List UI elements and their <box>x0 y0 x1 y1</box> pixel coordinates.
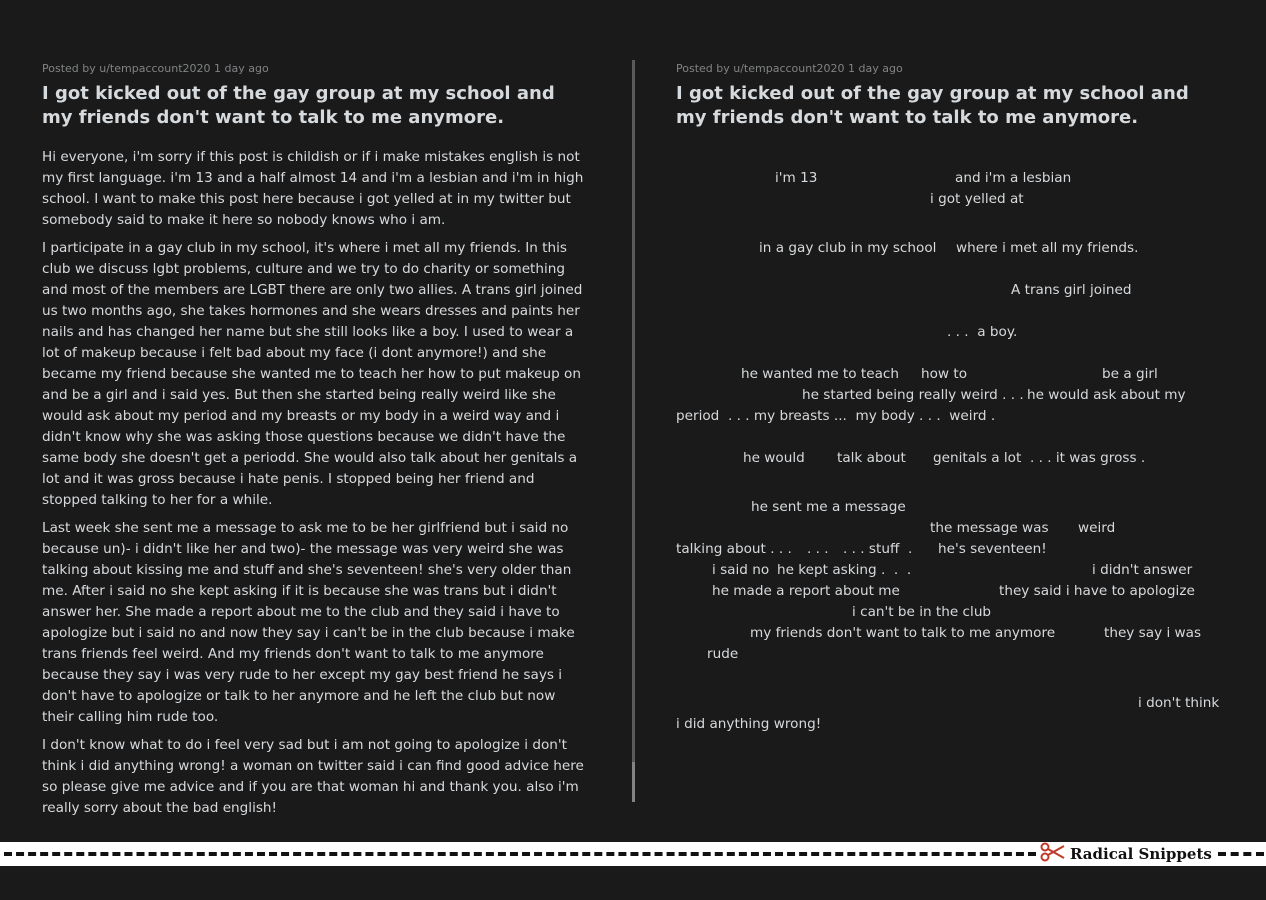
paragraph: Last week she sent me a message to ask me to be her girlfriend but i said no because un)- i didn't like her and two)- the message was very weird she was talking about kissing me and stuff and she's seventeen! she's very older than me. After i said no she kept asking if it is because she was trans but i didn't answer her. She made a report about me to the club and they said i have to apologize but i said no and now they say i can't be in the club because i make trans friends feel weird. And my friends don't want to talk to me anymore because they say i was very rude to her except my gay best friend he says i don't have to apologize or talk to her anymore and he left the club but now their calling him rude too. <box>42 520 575 725</box>
fragment: my friends don't want to talk to me anymore <box>750 625 1056 641</box>
fragment: and i'm a lesbian <box>955 170 1072 186</box>
fragment: he would ask about my <box>1027 387 1186 403</box>
fragment: he made a report about me <box>712 583 900 599</box>
fragment: he wanted me to teach <box>741 366 900 382</box>
fragment: . . . a boy. <box>947 324 1018 340</box>
fragment: how to <box>921 366 968 382</box>
fragment: he started being really weird . . . <box>802 387 1024 403</box>
post-body <box>42 147 587 819</box>
brand <box>1040 843 1212 865</box>
post-meta: Posted by u/tempaccount2020 1 day ago <box>42 62 269 75</box>
fragment: genitals a lot . . . it was gross . <box>933 450 1146 466</box>
footer-strip <box>0 842 1266 866</box>
fragment: A trans girl joined <box>1011 282 1132 298</box>
fragment: they said i have to apologize <box>999 583 1195 599</box>
fragment: the message was <box>930 520 1049 536</box>
fragment: they say i was <box>1104 625 1202 641</box>
paragraph: Hi everyone, i'm sorry if this post is childish or if i make mistakes english is not my first language. i'm 13 and a half almost 14 and i'm a lesbian and i'm in high school. I want to make this post here because i got yelled at in my twitter but somebody said to make it here so nobody knows who i am. <box>42 149 584 228</box>
paragraph: I don't know what to do i feel very sad but i am not going to apologize i don't think i did anything wrong! a woman on twitter said i can find good advice here so please give me advice and if you are that woman hi and thank you. also i'm really sorry about the bad english! <box>42 737 584 816</box>
fragment: i did anything wrong! <box>676 716 822 732</box>
fragment: . . . stuff . <box>843 541 913 557</box>
cut-line <box>4 852 1036 856</box>
fragment: where i met all my friends. <box>956 240 1139 256</box>
column-divider <box>632 60 635 802</box>
cut-line <box>1218 852 1264 856</box>
post-meta: Posted by u/tempaccount2020 1 day ago <box>676 62 903 75</box>
redacted-post <box>676 60 1221 747</box>
fragment: i can't be in the club <box>852 604 992 620</box>
fragment: weird <box>1078 520 1116 536</box>
redacted-body <box>676 147 1221 747</box>
fragment: he sent me a message <box>751 499 906 515</box>
fragment: in a gay club in my school <box>759 240 937 256</box>
fragment: i don't think <box>1138 695 1220 711</box>
fragment: he would <box>743 450 805 466</box>
fragment: he kept asking . . . <box>777 562 912 578</box>
fragment: . . . <box>807 541 829 557</box>
fragment: he's seventeen! <box>938 541 1047 557</box>
post-title: I got kicked out of the gay group at my school and my friends don't want to talk to me anymore. <box>676 83 1189 128</box>
fragment: period . . . my breasts ... my body . . . weird . <box>676 408 996 424</box>
fragment: talk about <box>837 450 906 466</box>
fragment: be a girl <box>1102 366 1158 382</box>
fragment: rude <box>707 646 739 662</box>
fragment: talking about . . . <box>676 541 792 557</box>
brand-name: Radical Snippets <box>1070 845 1212 863</box>
paragraph: I participate in a gay club in my school, it's where i met all my friends. In this club we discuss lgbt problems, culture and we try to do charity or something and most of the members are LGBT there are only two allies. A trans girl joined us two months ago, she takes hormones and she wears dresses and paints her nails and has changed her name but she still looks like a boy. I used to wear a lot of makeup because i felt bad about my face (i dont anymore!) and she became my friend because she wanted me to teach her how to put makeup on and be a girl and i said yes. But then she started being really weird like she would ask about my period and my breasts or my body in a weird way and i didn't know why she was asking those questions because we didn't have the same body she doesn't get a periodd. She would also talk about her genitals a lot and it was gross because i hate penis. I stopped being her friend and stopped talking to her for a while. <box>42 240 583 508</box>
scissors-icon <box>1040 842 1066 866</box>
fragment: i didn't answer <box>1092 562 1193 578</box>
fragment: i got yelled at <box>930 191 1024 207</box>
post-title: I got kicked out of the gay group at my school and my friends don't want to talk to me anymore. <box>42 83 555 128</box>
fragment: i said no <box>712 562 770 578</box>
original-post <box>42 60 587 826</box>
fragment: i'm 13 <box>775 170 818 186</box>
